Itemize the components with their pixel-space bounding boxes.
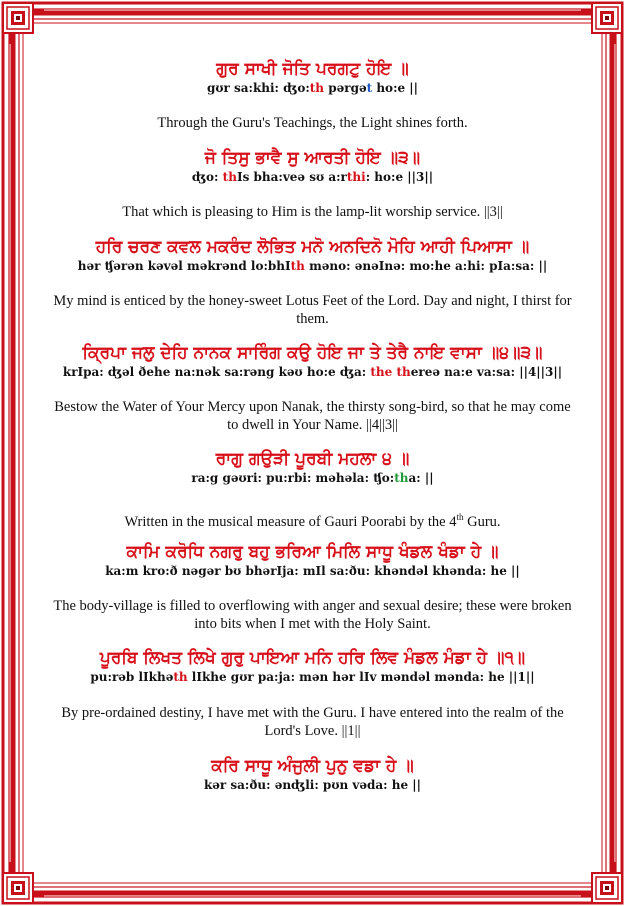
translit-segment: th <box>309 81 325 95</box>
transliteration-line <box>40 777 585 793</box>
transliteration-line <box>40 169 585 185</box>
translit-segment: th <box>396 365 411 379</box>
translit-segment: ʤo: <box>283 81 310 95</box>
gurmukhi-line: ਹਰਿ ਚਰਣ ਕਵਲ ਮਕਰੰਦ ਲੋਭਿਤ ਮਨੋ ਅਨਦਿਨੋ ਮੋਹਿ ਆਹੀ ਪਿਆਸਾ ॥ <box>95 237 530 257</box>
translit-segment: kər sa:ðu: ənʤli: pʊn vəda: he || <box>203 778 422 792</box>
translit-segment: thi <box>346 170 366 184</box>
transliteration-line <box>40 80 585 96</box>
translit-segment: gʊr sa:khi: <box>206 81 284 95</box>
translit-segment: t <box>366 81 373 95</box>
gurmukhi-line: ਜੋ ਤਿਸੁ ਭਾਵੈ ਸੁ ਆਰਤੀ ਹੋਇ ॥੩॥ <box>204 148 421 168</box>
transliteration-line <box>40 364 585 380</box>
ordinal-suffix: th <box>456 512 464 522</box>
verse-6 <box>40 541 585 579</box>
gurmukhi-line: ਕਰਿ ਸਾਧੂ ਅੰਜੁਲੀ ਪੁਨੁ ਵਡਾ ਹੇ ॥ <box>211 756 414 776</box>
verse-2 <box>40 147 585 185</box>
translit-segment: məno: ənəInə: mo:he a:hi: pIa:sa: || <box>304 259 548 273</box>
translit-segment: Is bha:veə sʊ a:r <box>236 170 347 184</box>
translation-text: By pre-ordained destiny, I have met with the Guru. I have entered into the realm of the Lord's Love. ||1|| <box>61 705 564 739</box>
translit-segment: hər ʧərən kəvəl məkrənd lo:bhI <box>77 259 291 273</box>
transliteration-line <box>40 563 585 579</box>
translit-segment: a: || <box>408 471 434 485</box>
translation-text: That which is pleasing to Him is the lamp-lit worship service. ||3|| <box>122 204 503 220</box>
translation-3 <box>40 292 585 328</box>
translit-segment: pərgə <box>324 81 367 95</box>
translation-6 <box>40 597 585 633</box>
translit-segment: the <box>370 365 393 379</box>
translit-segment: pu:rəb lIkhə <box>90 670 174 684</box>
translation-5 <box>40 508 585 531</box>
translit-segment: ho:e || <box>372 81 419 95</box>
gurmukhi-line: ਕ੍ਰਿਪਾ ਜਲੁ ਦੇਹਿ ਨਾਨਕ ਸਾਰਿੰਗ ਕਉ ਹੋਇ ਜਾ ਤੇ ਤੇਰੈ ਨਾਇ ਵਾਸਾ ॥੪॥੩॥ <box>82 343 543 363</box>
translit-segment: : ho:e ||3|| <box>365 170 434 184</box>
translation-4 <box>40 398 585 434</box>
translit-segment: lIkhe gʊr pa:ja: mən hər lIv məndəl mənda: he ||1|| <box>187 670 535 684</box>
translit-segment: th <box>222 170 237 184</box>
verse-3 <box>40 236 585 274</box>
translation-text: Through the Guru's Teachings, the Light shines forth. <box>157 115 468 131</box>
transliteration-line <box>40 470 585 486</box>
gurmukhi-line: ਕਾਮਿ ਕਰੋਧਿ ਨਗਰੁ ਬਹੁ ਭਰਿਆ ਮਿਲਿ ਸਾਧੂ ਖੰਡਲ ਖੰਡਾ ਹੇ ॥ <box>126 542 499 562</box>
translation-text: My mind is enticed by the honey-sweet Lotus Feet of the Lord. Day and night, I thirst for them. <box>53 293 572 327</box>
hymn-content <box>40 40 585 866</box>
verse-8 <box>40 755 585 793</box>
translation-text: The body-village is filled to overflowing with anger and sexual desire; these were broken into bits when I met with the Holy Saint. <box>53 598 572 632</box>
translit-segment: ka:m kro:ð nəgər bʊ bhərIja: mIl sa:ðu: khəndəl khənda: he || <box>105 564 520 578</box>
gurmukhi-line: ਗੁਰ ਸਾਖੀ ਜੋਤਿ ਪਰਗਟੁ ਹੋਇ ॥ <box>216 59 409 79</box>
transliteration-line <box>40 258 585 274</box>
translation-text: Written in the musical measure of Gauri Poorabi by the 4 <box>124 513 457 530</box>
translit-segment: ʤo: <box>191 170 223 184</box>
translit-segment: ereə na:e va:sa: ||4||3|| <box>410 365 563 379</box>
translation-text: Bestow the Water of Your Mercy upon Nanak, the thirsty song-bird, so that he may come to dwell in Your Name. ||4||3|| <box>54 399 571 433</box>
translation-7 <box>40 704 585 740</box>
transliteration-line <box>40 669 585 685</box>
translit-segment: krIpa: ʤəl ðehe na:nək sa:rəng kəʊ ho:e ʤa: <box>62 365 371 379</box>
gurmukhi-line: ਪੂਰਬਿ ਲਿਖਤ ਲਿਖੇ ਗੁਰੁ ਪਾਇਆ ਮਨਿ ਹਰਿ ਲਿਵ ਮੰਡਲ ਮੰਡਾ ਹੇ ॥੧॥ <box>99 648 526 668</box>
translit-segment: ra:g gəʊri: pu:rbi: məhəla: ʧo: <box>191 471 395 485</box>
translation-2 <box>40 203 585 221</box>
translit-segment: th <box>394 471 409 485</box>
translation-text: Guru. <box>463 513 501 530</box>
translit-segment: th <box>173 670 188 684</box>
verse-7 <box>40 647 585 685</box>
verse-4 <box>40 342 585 380</box>
translation-1 <box>40 114 585 132</box>
verse-5 <box>40 448 585 486</box>
translit-segment: th <box>290 259 305 273</box>
gurmukhi-line: ਰਾਗੁ ਗਉੜੀ ਪੂਰਬੀ ਮਹਲਾ ੪ ॥ <box>215 449 410 469</box>
verse-1 <box>40 58 585 96</box>
